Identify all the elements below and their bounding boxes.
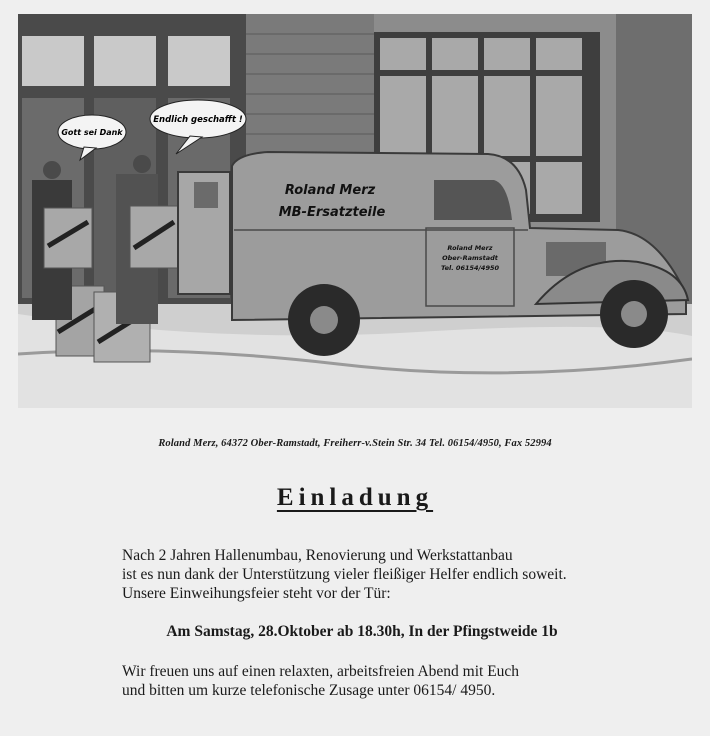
photo bbox=[18, 14, 692, 408]
door-line3-text: Tel. 06154/4950 bbox=[440, 264, 500, 272]
bubble-left-text: Gott sei Dank bbox=[61, 128, 123, 137]
invitation-body bbox=[122, 546, 662, 603]
van-business-text: MB-Ersatzteile bbox=[278, 205, 386, 220]
body-line: ist es nun dank der Unterstützung vieler fleißiger Helfer endlich soweit. bbox=[122, 566, 567, 583]
closing-line: und bitten um kurze telefonische Zusage unter 06154/ 4950. bbox=[122, 682, 496, 699]
closing-line: Wir freuen uns auf einen relaxten, arbeitsfreien Abend mit Euch bbox=[122, 663, 520, 680]
page-title: Einladung bbox=[276, 484, 434, 511]
body-line: Unsere Einweihungsfeier steht vor der Tür: bbox=[122, 585, 391, 602]
van-name-text: Roland Merz bbox=[284, 183, 376, 198]
closing-text bbox=[122, 662, 662, 700]
door-line1-text: Roland Merz bbox=[447, 244, 493, 252]
door-line2-text: Ober-Ramstadt bbox=[442, 254, 498, 262]
address-line: Roland Merz, 64372 Ober-Ramstadt, Freiherr-v.Stein Str. 34 Tel. 06154/4950, Fax 52994 bbox=[158, 438, 552, 449]
photo-illustration bbox=[18, 14, 692, 408]
bubble-right-text: Endlich geschafft ! bbox=[153, 115, 243, 125]
event-details: Am Samstag, 28.Oktober ab 18.30h, In der Pfingstweide 1b bbox=[166, 623, 558, 640]
body-line: Nach 2 Jahren Hallenumbau, Renovierung und Werkstattanbau bbox=[122, 547, 513, 564]
